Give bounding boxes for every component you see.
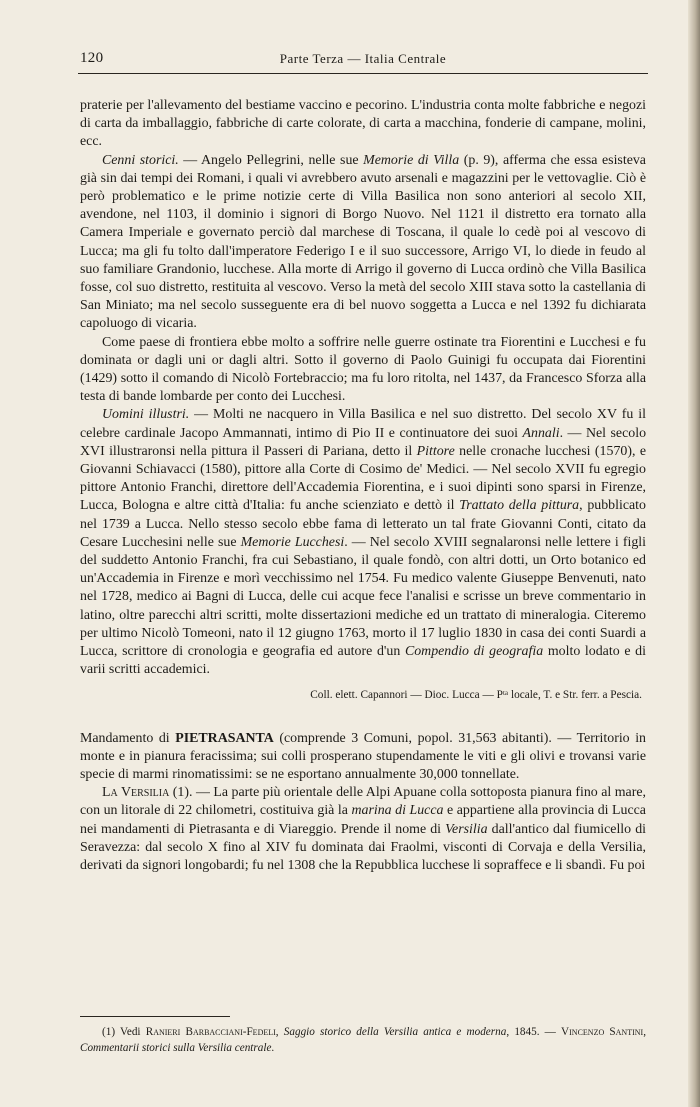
text-run: nelle cronache lucchesi (1570), e Giovanni Schiavacci (1580), pittore alla Corte di Cosimo de' Medici. — Nel secolo XVII fu egregio pittore Antonio Franchi, direttore dell'Accademia Fiorentina, e i suoi dipinti sono sparsi in Firenze, Lucca, Bologna e altre città d'Italia: fu anche scienziato e dettò il: [80, 443, 646, 514]
paragraph-cenni-storici: [80, 152, 646, 334]
text-run: (comprende 3 Comuni, popol. 31,563 abitanti). — Territorio in monte e in pianura feracissima; sui colli prosperano stupendamente le viti e gli olivi e trovansi varie specie di marmi rinomatissimi: se ne esportano annualmente 30,000 tonnellate.: [80, 730, 646, 782]
work-title: Trattato della pittura: [459, 498, 580, 514]
paragraph-industry: praterie per l'allevamento del bestiame vaccino e pecorino. L'industria conta molte fabbriche e negozi di carta da imballaggio, fabbriche di carte colorate, di carta a macchina, fonderie di campane, molini, ecc.: [80, 98, 646, 150]
footnote-marker: (1) Vedi: [102, 1026, 146, 1038]
footnote-author: Ranieri Barbacciani-Fedeli: [145, 1026, 276, 1038]
section-heading-versilia: La Versilia: [102, 785, 170, 801]
footnote-title: Saggio storico della Versilia antica e moderna: [283, 1026, 507, 1038]
text-run: molto lodato e di varii scritti accademici.: [80, 644, 646, 678]
paragraph-frontiera: Come paese di frontiera ebbe molto a soffrire nelle guerre ostinate tra Fiorentini e Lucchesi e fu dominata or dagli uni or dagli altri. Sotto il governo di Paolo Guinigi fu occupata dai Fiorentini (1429) sotto il comando di Nicolò Fortebraccio; ma fu loro ritolta, nel 1437, da Francesco Sforza alla testa di bande lombarde per conto dei Lucchesi.: [80, 334, 646, 405]
emphasis-term: marina di Lucca: [351, 803, 444, 819]
work-title: Memorie Lucchesi: [240, 534, 345, 550]
header-rule: [78, 73, 648, 74]
text-run: — Angelo Pellegrini, nelle sue: [178, 152, 364, 168]
section-heading-uomini-illustri: Uomini illustri.: [102, 407, 190, 423]
work-title: Compendio di geografia: [404, 644, 544, 660]
text-run: , 1845. —: [506, 1026, 562, 1038]
text-run: — Molti ne nacquero in Villa Basilica e nel suo distretto. Del secolo XV fu il celebre cardinale Jacopo Ammannati, intimo di Pio II e continuatore dei suoi: [80, 407, 646, 441]
paragraph-versilia: [80, 784, 646, 875]
commune-summary-line: Coll. elett. Capannori — Dioc. Lucca — Pᵗᵃ locale, T. e Str. ferr. a Pescia.: [310, 688, 642, 701]
mandamento-name: PIETRASANTA: [175, 730, 274, 746]
footnote-title: Commentarii storici sulla Versilia centrale: [80, 1041, 272, 1054]
running-header: [80, 50, 646, 70]
running-title: Parte Terza — Italia Centrale: [279, 51, 447, 66]
text-run: (1). — La parte più orientale delle Alpi Apuane colla sottoposta pianura fino al mare, con un litorale di 22 chilometri, costituiva già la: [80, 785, 646, 819]
text-run: , pubblicato nel 1739 a Lucca. Nello stesso secolo ebbe fama di letterato un tal frate Giovanni Conti, citato da Cesare Lucchesini nelle sue: [80, 498, 646, 550]
text-run: dall'antico dal fiumicello di Seravezza: dal secolo X fino al XIV fu dominata dai Fraolmi, visconti di Corvaja e della Versilia, derivati da signori longobardi; fu nel 1308 che la Repubblica lucchese li sopraffece e li sbandì. Fu poi: [80, 821, 646, 873]
footnote-rule: [80, 1016, 230, 1017]
section-heading-cenni-storici: Cenni storici.: [102, 152, 179, 168]
text-run: .: [271, 1041, 275, 1054]
emphasis-term: Versilia: [445, 821, 488, 837]
text-run: (p. 9), afferma che essa esisteva già sin dai tempi dei Romani, i quali vi avrebbero avuto arsenali e magazzini per le vettovaglie. Ciò è però problematico e le prime notizie certe di Villa Basilica non sono anteriori al secolo XII, avendone, nel 1103, il dominio i signori di Borgo Nuovo. Nel 1121 il distretto era tornato alla Camera Imperiale e governato perciò dal marchese di Toscana, il quale lo cedè poi al vescovo di Lucca; ma gli fu tolto dall'imperatore Federigo I e il suo successore, Arrigo VI, lo diede in feudo al suo familiare Grandonio, lucchese. Alla morte di Arrigo il governo di Lucca ordinò che Villa Basilica fosse, col suo distretto, restituita al vescovo. Verso la metà del secolo XIII stava sotto la castellania di San Miniato; ma nel secolo susseguente era di bel nuovo soggetta a Lucca e nel 1392 fu dichiarata capoluogo di vicaria.: [80, 152, 646, 332]
work-title: Memorie di Villa: [363, 152, 460, 168]
page-binding-shadow: [688, 0, 700, 1107]
footnote-author: Vincenzo Santini: [561, 1026, 644, 1038]
footnotes: [80, 1025, 646, 1056]
work-title: Annali: [522, 425, 560, 441]
page-number: 120: [80, 50, 104, 66]
footnote-1: (1) Vedi Ranieri Barbacciani-Fedeli, Saggio storico della Versilia antica e moderna, 1845. — Vincenzo Santini, Commentarii storici sulla Versilia centrale.: [80, 1026, 646, 1054]
paragraph-mandamento-pietrasanta: [80, 730, 646, 785]
text-run: . — Nel secolo XVI illustraronsi nella pittura il Passeri di Pariana, detto il: [80, 425, 647, 459]
main-text: [80, 97, 646, 875]
paragraph-uomini-illustri: [80, 406, 646, 679]
text-run: . — Nel secolo XVIII segnalaronsi nelle lettere i figli del suddetto Antonio Franchi, fra cui Sebastiano, il quale fondò, con altri dotti, un Orto botanico ed un'Accademia in Firenze e morì vecchissimo nel 1754. Fu medico valente Giuseppe Benvenuti, nato nel 1728, medico ai Bagni di Lucca, delle cui acque fece l'analisi e scrisse un breve commentario in latino, oltre parecchi altri scritti, molte dissertazioni mediche ed un trattato di mineralogia. Citeremo per ultimo Nicolò Tomeoni, nato il 12 giugno 1763, morto il 17 luglio 1830 in casa dei conti Suardi a Lucca, scrittore di cronologia e geografia ed autore d'un: [80, 534, 646, 660]
work-title: Pittore: [416, 443, 455, 459]
text-run: e appartiene alla provincia di Lucca nei mandamenti di Pietrasanta e di Viareggio. Prende il nome di: [80, 803, 646, 837]
text-run: Mandamento di: [80, 730, 176, 746]
